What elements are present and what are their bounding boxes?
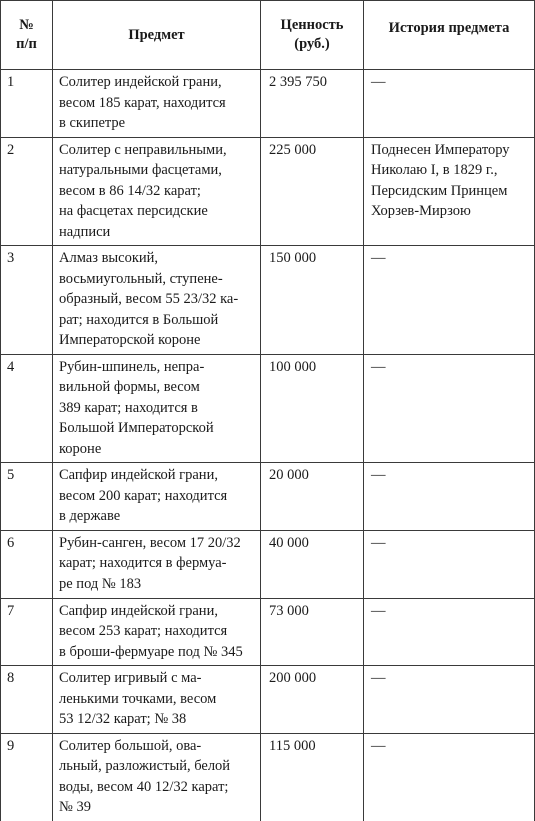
header-item: Предмет	[53, 1, 261, 70]
row-history: —	[364, 733, 535, 821]
header-value-line2: (руб.)	[294, 36, 330, 52]
table-row	[1, 246, 535, 355]
row-value: 100 000	[261, 354, 364, 463]
row-number: 9	[1, 733, 53, 821]
row-item	[53, 530, 261, 598]
item-line: в броши-фермуаре под № 345	[59, 643, 243, 660]
row-history: —	[364, 598, 535, 666]
row-number: 7	[1, 598, 53, 666]
item-line: ленькими точками, весом	[59, 690, 217, 707]
row-number: 3	[1, 246, 53, 355]
item-line: на фасцетах персидские	[59, 203, 208, 219]
row-value: 115 000	[261, 733, 364, 821]
header-value-line1: Ценность	[280, 17, 344, 33]
item-line: 53 12/32 карат; № 38	[59, 711, 187, 727]
item-line: Солитер с неправильными,	[59, 141, 227, 158]
row-history: —	[364, 70, 535, 138]
row-value: 40 000	[261, 530, 364, 598]
row-history: —	[364, 463, 535, 531]
item-line: 389 карат; находится в	[59, 399, 198, 416]
table-row	[1, 598, 535, 666]
header-value	[261, 1, 364, 70]
row-history: —	[364, 530, 535, 598]
row-value: 150 000	[261, 246, 364, 355]
item-line: Сапфир индейской грани,	[59, 602, 218, 619]
history-line: Поднесен Императору	[371, 141, 510, 158]
history-line: Персидским Принцем	[371, 182, 508, 199]
row-value: 2 395 750	[261, 70, 364, 138]
item-line: весом в 86 14/32 карат;	[59, 182, 201, 199]
item-line: образный, весом 55 23/32 ка-	[59, 291, 239, 307]
row-number: 4	[1, 354, 53, 463]
item-line: Рубин-шпинель, непра-	[59, 358, 205, 375]
row-value: 200 000	[261, 666, 364, 734]
item-line: Солитер игривый с ма-	[59, 670, 202, 686]
item-line: весом 185 карат, находится	[59, 94, 226, 111]
table-row	[1, 137, 535, 246]
item-line: ре под № 183	[59, 575, 142, 592]
table-header-row	[1, 1, 535, 70]
row-history: —	[364, 354, 535, 463]
table-row	[1, 70, 535, 138]
row-history: —	[364, 246, 535, 355]
item-line: рат; находится в Большой	[59, 311, 219, 328]
row-number: 8	[1, 666, 53, 734]
row-item	[53, 666, 261, 734]
item-line: весом 253 карат; находится	[59, 623, 228, 639]
header-number-line2: п/п	[16, 36, 37, 52]
table-row	[1, 463, 535, 531]
item-line: в скипетре	[59, 115, 126, 131]
item-line: Солитер большой, ова-	[59, 737, 202, 754]
item-line: Большой Императорской	[59, 420, 214, 436]
item-line: воды, весом 40 12/32 карат;	[59, 778, 229, 795]
header-number-line1: №	[19, 17, 34, 33]
row-item	[53, 246, 261, 355]
row-history	[364, 137, 535, 246]
row-value: 225 000	[261, 137, 364, 246]
row-number: 6	[1, 530, 53, 598]
header-history: История предмета	[364, 1, 535, 70]
row-number: 5	[1, 463, 53, 531]
item-line: натуральными фасцетами,	[59, 162, 222, 178]
row-value: 20 000	[261, 463, 364, 531]
row-item	[53, 598, 261, 666]
row-value: 73 000	[261, 598, 364, 666]
item-line: восьмиугольный, ступене-	[59, 270, 223, 287]
item-line: карат; находится в фермуа-	[59, 555, 227, 571]
item-line: Алмаз высокий,	[59, 250, 159, 266]
history-line: Хорзев-Мирзою	[371, 203, 471, 219]
row-number: 2	[1, 137, 53, 246]
row-history: —	[364, 666, 535, 734]
header-number	[1, 1, 53, 70]
item-line: вильной формы, весом	[59, 379, 200, 395]
row-item	[53, 70, 261, 138]
row-number: 1	[1, 70, 53, 138]
item-line: в державе	[59, 508, 121, 524]
table-row	[1, 666, 535, 734]
row-item	[53, 463, 261, 531]
item-line: Сапфир индейской грани,	[59, 467, 218, 483]
item-line: короне	[59, 440, 102, 457]
item-line: льный, разложистый, белой	[59, 758, 231, 774]
item-line: Солитер индейской грани,	[59, 74, 222, 90]
history-line: Николаю I, в 1829 г.,	[371, 162, 498, 178]
item-line: весом 200 карат; находится	[59, 487, 228, 504]
item-line: Рубин-санген, весом 17 20/32	[59, 534, 241, 551]
table-row	[1, 733, 535, 821]
row-item	[53, 137, 261, 246]
item-line: надписи	[59, 223, 111, 240]
item-line: Императорской короне	[59, 332, 201, 348]
row-item	[53, 354, 261, 463]
row-item	[53, 733, 261, 821]
table-body	[1, 70, 535, 821]
table-row	[1, 354, 535, 463]
item-line: № 39	[59, 799, 91, 815]
table-row	[1, 530, 535, 598]
